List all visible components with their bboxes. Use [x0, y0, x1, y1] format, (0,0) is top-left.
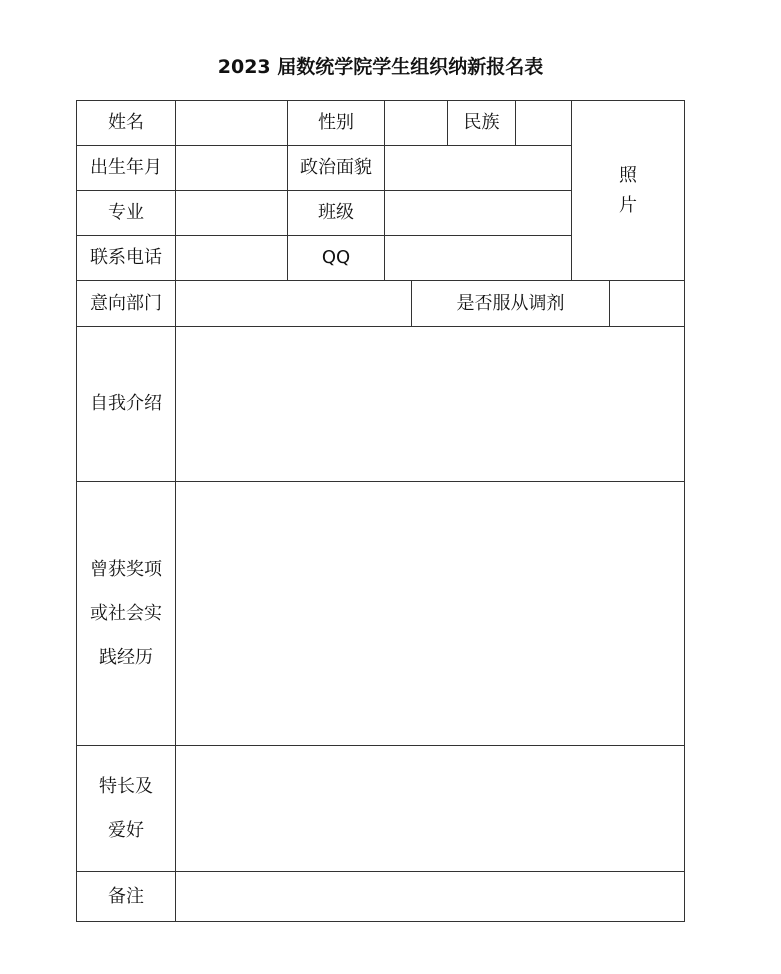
photo-box[interactable] — [572, 101, 685, 281]
registration-form-table — [76, 100, 685, 922]
field-political[interactable] — [385, 146, 572, 191]
label-name: 姓名 — [77, 101, 176, 146]
field-major[interactable] — [176, 191, 288, 236]
photo-label-line2: 片 — [619, 194, 637, 216]
label-awards-line2: 或社会实 — [90, 602, 162, 624]
label-qq: QQ — [288, 236, 385, 281]
field-ethnicity[interactable] — [516, 101, 572, 146]
label-remarks: 备注 — [77, 872, 176, 922]
field-phone[interactable] — [176, 236, 288, 281]
label-awards-line3: 践经历 — [99, 646, 153, 668]
field-gender[interactable] — [385, 101, 448, 146]
label-hobby — [77, 746, 176, 872]
label-political: 政治面貌 — [288, 146, 385, 191]
field-birth[interactable] — [176, 146, 288, 191]
label-awards-line1: 曾获奖项 — [90, 558, 162, 580]
label-class: 班级 — [288, 191, 385, 236]
field-department[interactable] — [176, 281, 412, 327]
label-department: 意向部门 — [77, 281, 176, 327]
label-major: 专业 — [77, 191, 176, 236]
field-awards[interactable] — [176, 482, 685, 746]
label-phone: 联系电话 — [77, 236, 176, 281]
field-remarks[interactable] — [176, 872, 685, 922]
field-class[interactable] — [385, 191, 572, 236]
field-name[interactable] — [176, 101, 288, 146]
label-birth: 出生年月 — [77, 146, 176, 191]
photo-label-line1: 照 — [619, 164, 637, 186]
field-intro[interactable] — [176, 327, 685, 482]
label-adjust: 是否服从调剂 — [412, 281, 610, 327]
label-ethnicity: 民族 — [448, 101, 516, 146]
form-title: 2023 届数统学院学生组织纳新报名表 — [217, 56, 544, 78]
label-gender: 性别 — [288, 101, 385, 146]
label-hobby-line2: 爱好 — [108, 819, 144, 841]
label-intro: 自我介绍 — [77, 327, 176, 482]
label-hobby-line1: 特长及 — [99, 775, 153, 797]
label-awards — [77, 482, 176, 746]
field-adjust[interactable] — [610, 281, 685, 327]
field-hobby[interactable] — [176, 746, 685, 872]
field-qq[interactable] — [385, 236, 572, 281]
